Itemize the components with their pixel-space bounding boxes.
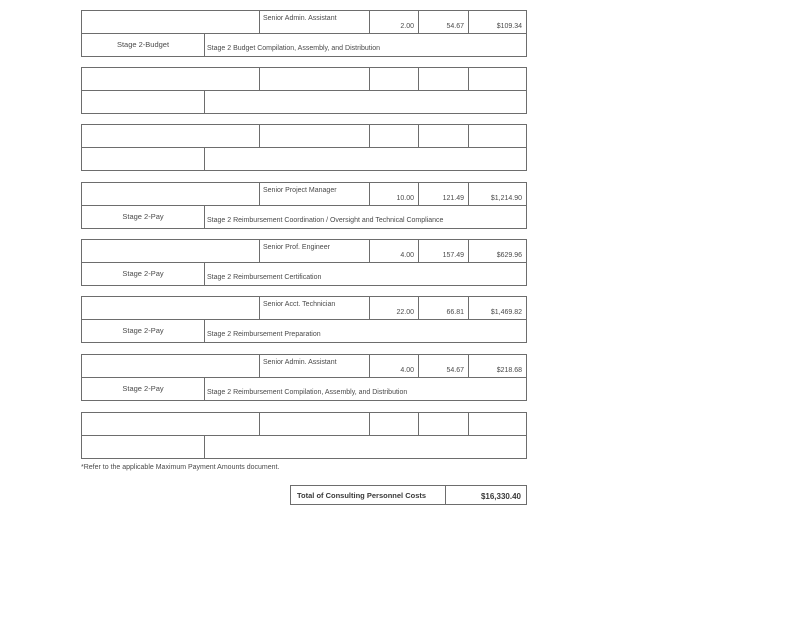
hours-value: 22.00	[396, 309, 414, 316]
rate-cell	[418, 182, 469, 206]
table-row	[81, 67, 527, 114]
table-row	[81, 354, 527, 401]
role-cell	[259, 182, 370, 206]
rate-value: 121.49	[442, 195, 464, 202]
task-cell	[204, 33, 527, 57]
task-cell	[204, 205, 527, 229]
hours-value: 10.00	[396, 195, 414, 202]
cost-value: $629.96	[496, 252, 522, 259]
stage-cell	[81, 33, 205, 57]
cost-value: $218.68	[496, 367, 522, 374]
task-description: Stage 2 Reimbursement Preparation	[207, 331, 321, 338]
role-label: Senior Project Manager	[263, 187, 337, 194]
footnote: *Refer to the applicable Maximum Payment Amounts document.	[81, 464, 280, 471]
task-cell	[204, 262, 527, 286]
cost-cell	[468, 67, 527, 91]
task-description: Stage 2 Budget Compilation, Assembly, and Distribution	[207, 45, 381, 52]
cost-cell	[468, 296, 527, 320]
task-description: Stage 2 Reimbursement Coordination / Oversight and Technical Compliance	[207, 217, 444, 224]
stage-cell	[81, 435, 205, 459]
hours-cell	[369, 124, 419, 148]
total-value: $16,330.40	[480, 492, 521, 501]
task-cell	[204, 377, 527, 401]
stage-cell	[81, 262, 205, 286]
blank-cell	[81, 239, 260, 263]
total-label: Total of Consulting Personnel Costs	[297, 491, 427, 500]
rate-cell	[418, 10, 469, 34]
hours-cell	[369, 354, 419, 378]
stage-cell	[81, 90, 205, 114]
cost-cell	[468, 412, 527, 436]
hours-cell	[369, 412, 419, 436]
task-cell	[204, 435, 527, 459]
cost-cell	[468, 182, 527, 206]
rate-value: 157.49	[442, 252, 464, 259]
rate-cell	[418, 67, 469, 91]
stage-label: Stage 2-Budget	[116, 40, 170, 49]
total-value-cell	[445, 485, 527, 505]
table-row	[81, 182, 527, 229]
stage-cell	[81, 147, 205, 171]
blank-cell	[81, 354, 260, 378]
rate-cell	[418, 124, 469, 148]
role-label: Senior Prof. Engineer	[263, 244, 330, 251]
cost-value: $109.34	[496, 23, 522, 30]
blank-cell	[81, 67, 260, 91]
rate-cell	[418, 354, 469, 378]
total-label-cell	[290, 485, 446, 505]
hours-cell	[369, 239, 419, 263]
task-description: Stage 2 Reimbursement Certification	[207, 274, 322, 281]
stage-label: Stage 2-Pay	[122, 212, 164, 221]
task-description: Stage 2 Reimbursement Compilation, Assembly, and Distribution	[207, 389, 408, 396]
hours-value: 2.00	[400, 23, 414, 30]
blank-cell	[81, 182, 260, 206]
hours-cell	[369, 182, 419, 206]
task-cell	[204, 90, 527, 114]
hours-cell	[369, 296, 419, 320]
cost-cell	[468, 10, 527, 34]
rate-cell	[418, 412, 469, 436]
blank-cell	[81, 124, 260, 148]
rate-value: 54.67	[446, 367, 464, 374]
cost-value: $1,214.90	[490, 195, 522, 202]
role-cell	[259, 124, 370, 148]
role-label: Senior Admin. Assistant	[263, 15, 337, 22]
table-row	[81, 10, 527, 57]
role-cell	[259, 412, 370, 436]
hours-cell	[369, 67, 419, 91]
role-cell	[259, 239, 370, 263]
stage-label: Stage 2-Pay	[122, 384, 164, 393]
role-cell	[259, 296, 370, 320]
blank-cell	[81, 412, 260, 436]
hours-value: 4.00	[400, 252, 414, 259]
cost-cell	[468, 239, 527, 263]
cost-value: $1,469.82	[490, 309, 522, 316]
stage-cell	[81, 377, 205, 401]
rate-cell	[418, 239, 469, 263]
stage-label: Stage 2-Pay	[122, 269, 164, 278]
task-cell	[204, 319, 527, 343]
stage-cell	[81, 319, 205, 343]
rate-cell	[418, 296, 469, 320]
task-cell	[204, 147, 527, 171]
table-row	[81, 412, 527, 459]
hours-value: 4.00	[400, 367, 414, 374]
cost-cell	[468, 354, 527, 378]
role-label: Senior Acct. Technician	[263, 301, 336, 308]
stage-cell	[81, 205, 205, 229]
blank-cell	[81, 10, 260, 34]
table-row	[81, 296, 527, 343]
blank-cell	[81, 296, 260, 320]
role-label: Senior Admin. Assistant	[263, 359, 337, 366]
role-cell	[259, 67, 370, 91]
role-cell	[259, 354, 370, 378]
table-row	[81, 239, 527, 286]
rate-value: 66.81	[446, 309, 464, 316]
role-cell	[259, 10, 370, 34]
stage-label: Stage 2-Pay	[122, 326, 164, 335]
hours-cell	[369, 10, 419, 34]
table-row	[81, 124, 527, 171]
rate-value: 54.67	[446, 23, 464, 30]
cost-cell	[468, 124, 527, 148]
